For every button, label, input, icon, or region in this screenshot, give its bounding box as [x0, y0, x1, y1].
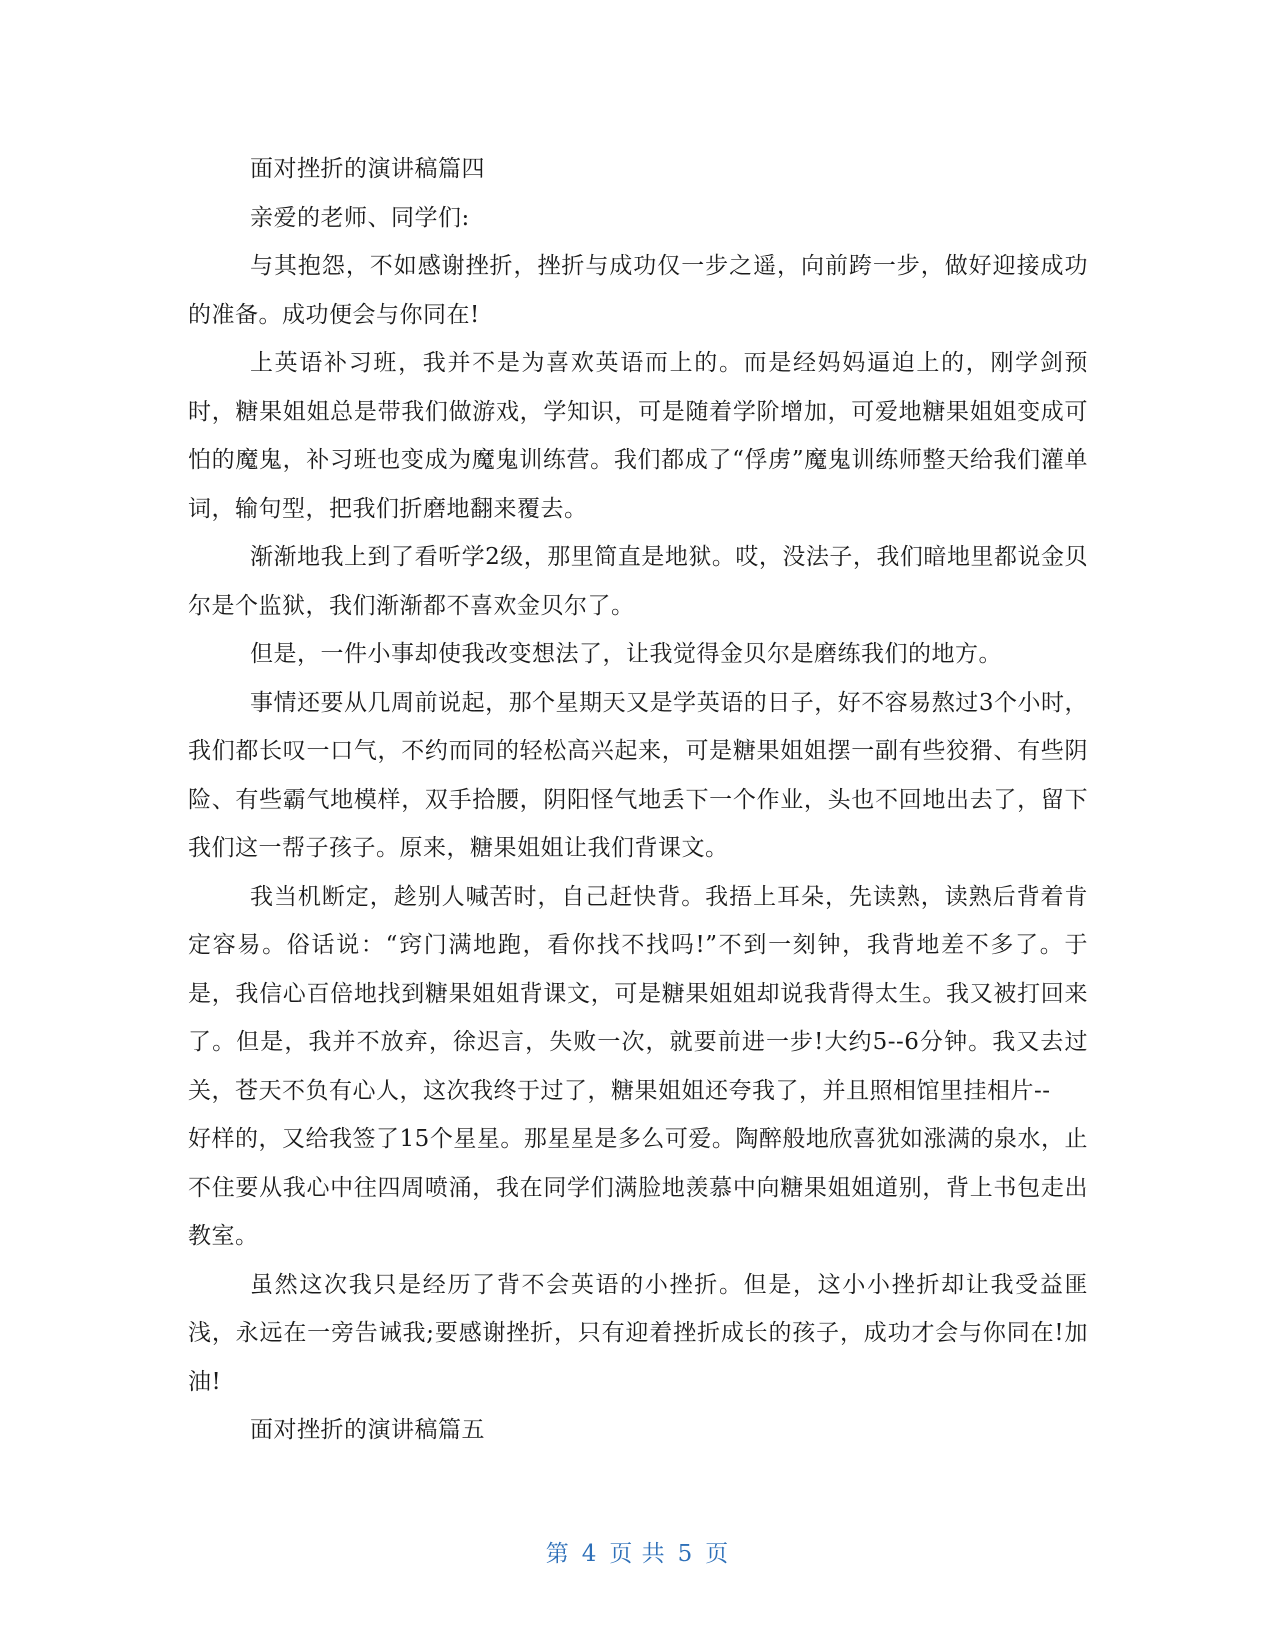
- footer-prefix: 第: [545, 1541, 570, 1567]
- document-body: [188, 145, 1088, 1455]
- footer-suffix: 页: [705, 1541, 730, 1567]
- paragraph-2: 上英语补习班，我并不是为喜欢英语而上的。而是经妈妈逼迫上的，刚学剑预时，糖果姐姐总是带我们做游戏，学知识，可是随着学阶增加，可爱地糖果姐姐变成可怕的魔鬼，补习班也变成为魔鬼训练营。我们都成了“俘虏”魔鬼训练师整天给我们灌单词，输句型，把我们折磨地翻来覆去。: [188, 350, 1088, 522]
- section-title: 面对挫折的演讲稿篇四: [250, 156, 485, 182]
- footer-middle: 页 共: [609, 1541, 666, 1567]
- total-pages-number: 5: [677, 1541, 694, 1567]
- paragraph-5: 事情还要从几周前说起，那个星期天又是学英语的日子，好不容易熬过3个小时，我们都长叹一口气，不约而同的轻松高兴起来，可是糖果姐姐摆一副有些狡猾、有些阴险、有些霸气地模样，双手拾腰，阴阳怪气地丢下一个作业，头也不回地出去了，留下我们这一帮子孩子。原来，糖果姐姐让我们背课文。: [188, 689, 1088, 861]
- paragraph-3: 渐渐地我上到了看听学2级，那里简直是地狱。哎，没法子，我们暗地里都说金贝尔是个监狱，我们渐渐都不喜欢金贝尔了。: [188, 544, 1088, 619]
- salutation: 亲爱的老师、同学们:: [250, 204, 470, 231]
- page-footer: [0, 1535, 1275, 1568]
- paragraph-7: 好样的，又给我签了15个星星。那星星是多么可爱。陶醉般地欣喜犹如涨满的泉水，止不住要从我心中往四周喷涌，我在同学们满脸地羡慕中向糖果姐姐道别，背上书包走出教室。: [188, 1126, 1088, 1249]
- current-page-number: 4: [581, 1541, 598, 1567]
- paragraph-4: 但是，一件小事却使我改变想法了，让我觉得金贝尔是磨练我们的地方。: [250, 641, 1002, 667]
- next-section-title: 面对挫折的演讲稿篇五: [250, 1417, 485, 1443]
- paragraph-8: 虽然这次我只是经历了背不会英语的小挫折。但是，这小小挫折却让我受益匪浅，永远在一旁告诫我;要感谢挫折，只有迎着挫折成长的孩子，成功才会与你同在!加油!: [188, 1271, 1088, 1395]
- paragraph-1: 与其抱怨，不如感谢挫折，挫折与成功仅一步之遥，向前跨一步，做好迎接成功的准备。成功便会与你同在!: [188, 253, 1088, 328]
- paragraph-6: 我当机断定，趁别人喊苦时，自己赶快背。我捂上耳朵，先读熟，读熟后背着肯定容易。俗话说：“窍门满地跑，看你找不找吗!”不到一刻钟，我背地差不多了。于是，我信心百倍地找到糖果姐姐背课文，可是糖果姐姐却说我背得太生。我又被打回来了。但是，我并不放弃，徐迟言，失败一次，就要前进一步!大约5--6分钟。我又去过关，苍天不负有心人，这次我终于过了，糖果姐姐还夸我了，并且照相馆里挂相片--: [188, 883, 1088, 1104]
